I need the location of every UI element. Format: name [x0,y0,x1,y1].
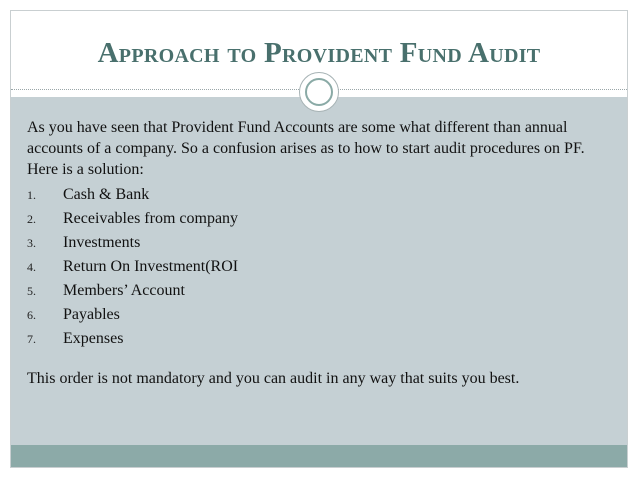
list-item-number: 1. [27,188,36,202]
list-item-text: Investments [63,234,141,251]
list-item-number: 2. [27,212,36,226]
body-area [11,97,627,445]
slide-title: Approach to Provident Fund Audit [97,37,541,69]
list-item-text: Return On Investment(ROI [63,258,239,275]
closing-paragraph: This order is not mandatory and you can audit in any way that suits you best. [27,370,520,387]
list-item [27,303,617,327]
list-item-text: Cash & Bank [63,186,150,203]
intro-paragraph: As you have seen that Provident Fund Accounts are some what different than annual accounts of a company. So a confusion arises as to how to start audit procedures on PF. Here is a solution: [27,119,585,178]
list-item-number: 3. [27,236,36,250]
list-item [27,231,617,255]
list-item-text: Expenses [63,330,124,347]
list-item [27,255,617,279]
list-item-number: 4. [27,260,36,274]
list-item [27,279,617,303]
list-item-text: Payables [63,306,120,323]
circle-ornament-icon [299,72,339,112]
list-item [27,183,617,207]
list-item-text: Members’ Account [63,282,185,299]
list-item-text: Receivables from company [63,210,239,227]
list-item-number: 6. [27,308,36,322]
audit-steps-list [27,183,617,351]
list-item-number: 5. [27,284,36,298]
slide-frame [10,10,628,468]
list-item [27,327,617,351]
list-item [27,207,617,231]
list-item-number: 7. [27,332,36,346]
slide-content [27,117,617,389]
footer-band [11,445,627,467]
